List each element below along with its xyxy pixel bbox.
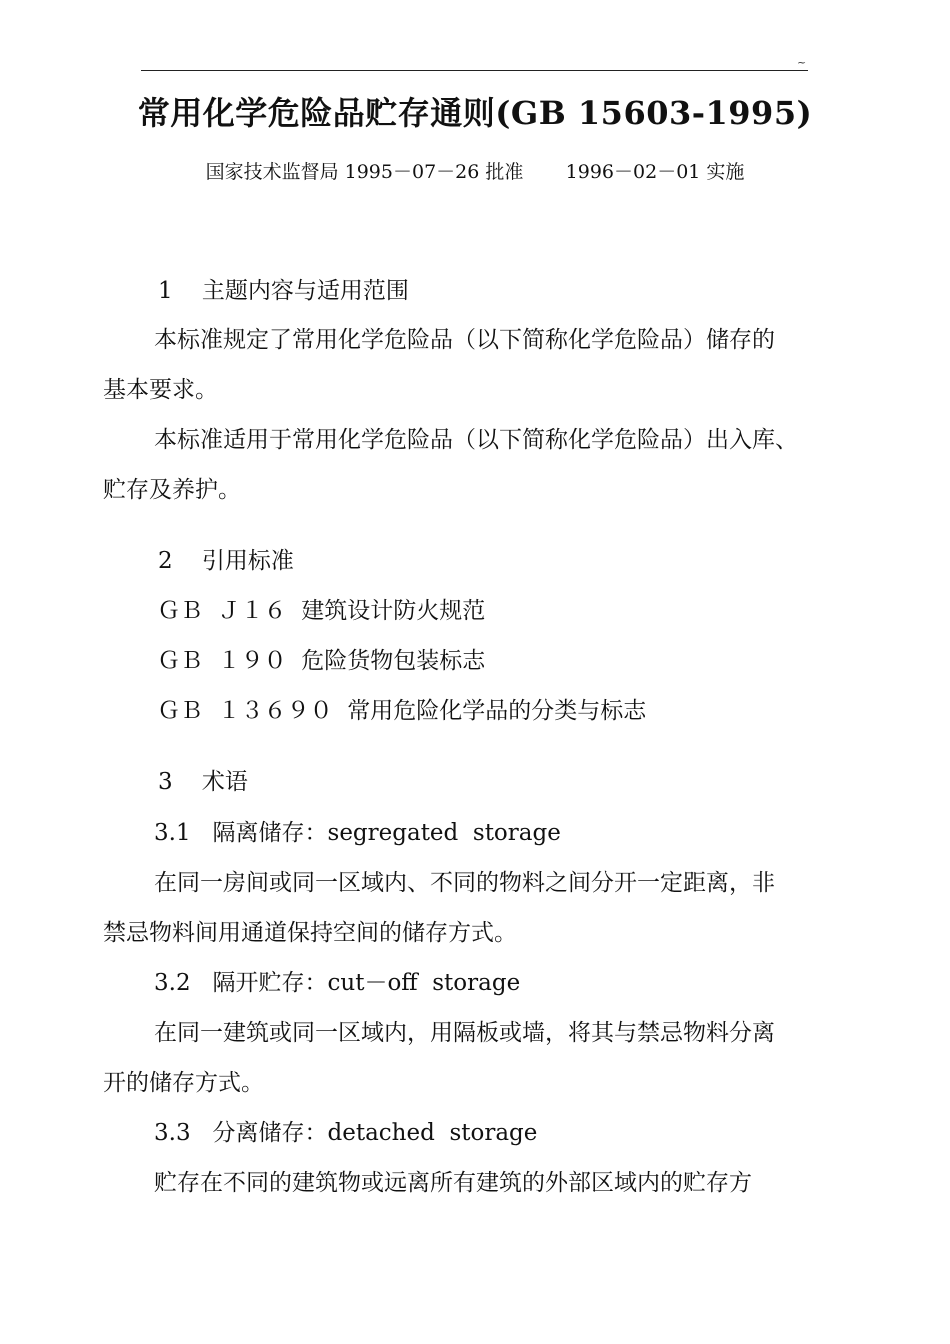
header-rule [141,70,808,71]
reference-item: ＧＢ Ｊ１６ 建筑设计防火规范 [157,598,486,624]
section-2-heading: 2 引用标准 [158,548,294,574]
section-1-para-1-line-1: 本标准规定了常用化学危险品（以下简称化学危险品）储存的 [154,327,775,353]
reference-item: ＧＢ １３６９０ 常用危险化学品的分类与标志 [157,698,647,724]
header-mark: ~ [797,56,807,69]
section-1-para-1-line-2: 基本要求。 [103,377,218,403]
term-3-2-definition-line-2: 开的储存方式。 [103,1070,264,1096]
term-3-1: 3.1 隔离储存：segregated storage [154,820,561,846]
section-3-heading: 3 术语 [158,769,248,795]
term-3-3: 3.3 分离储存：detached storage [154,1120,538,1146]
section-1-heading: 1 主题内容与适用范围 [158,278,409,304]
term-3-3-definition-line-1: 贮存在不同的建筑物或远离所有建筑的外部区域内的贮存方 [154,1170,752,1196]
term-3-1-definition-line-2: 禁忌物料间用通道保持空间的储存方式。 [103,920,517,946]
section-1-para-2-line-2: 贮存及养护。 [103,477,241,503]
term-3-2-definition-line-1: 在同一建筑或同一区域内，用隔板或墙，将其与禁忌物料分离 [154,1020,775,1046]
document-title: 常用化学危险品贮存通则(GB 15603-1995) [137,94,813,132]
term-3-1-definition-line-1: 在同一房间或同一区域内、不同的物料之间分开一定距离，非 [154,870,775,896]
term-3-2: 3.2 隔开贮存：cut－off storage [154,970,521,996]
section-1-para-2-line-1: 本标准适用于常用化学危险品（以下简称化学危险品）出入库、 [154,427,798,453]
document-subtitle: 国家技术监督局 1995－07－26 批准 1996－02－01 实施 [205,161,745,183]
reference-item: ＧＢ １９０ 危险货物包装标志 [157,648,486,674]
